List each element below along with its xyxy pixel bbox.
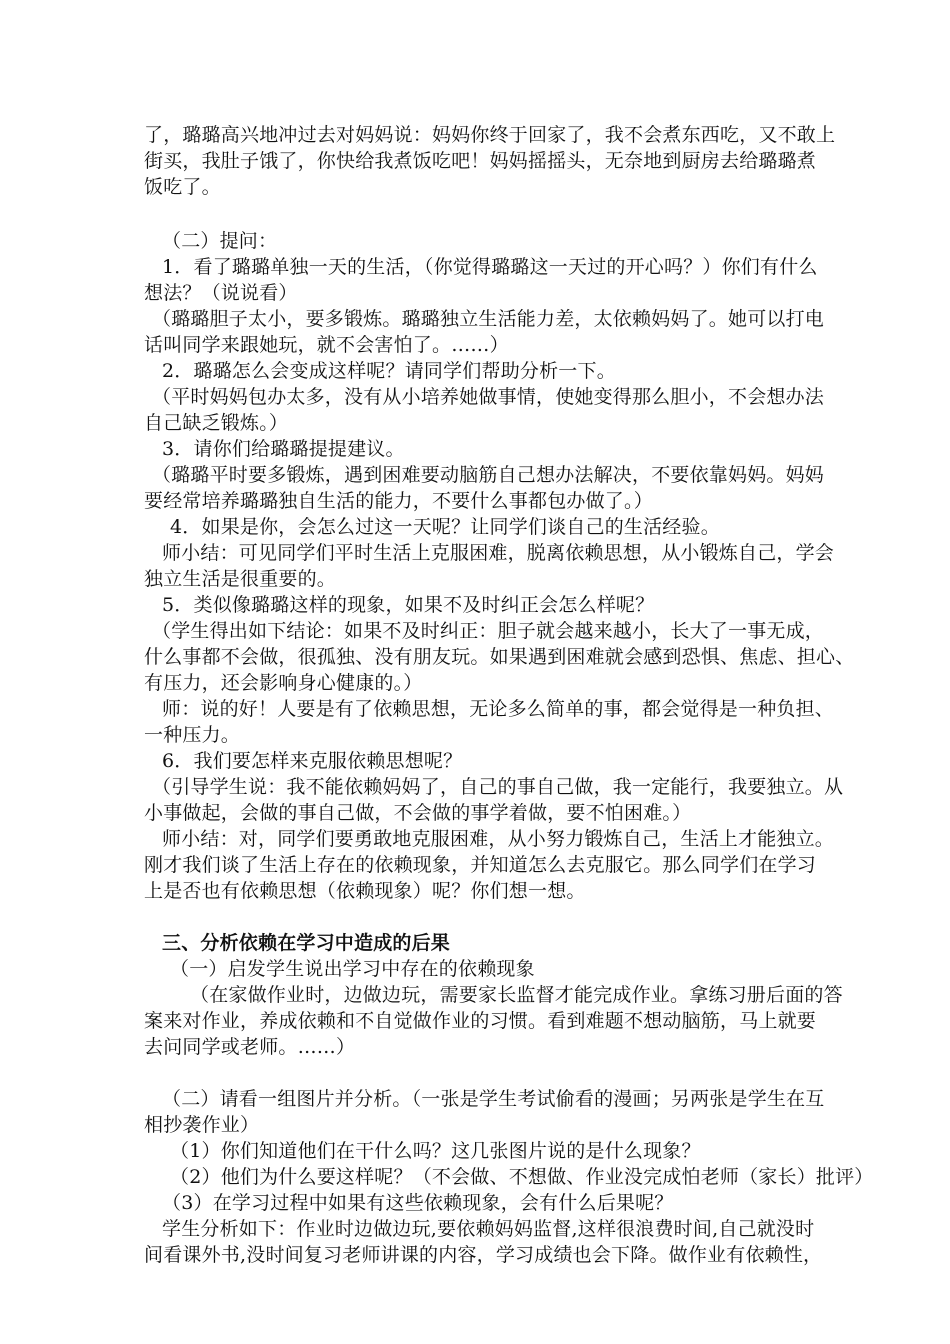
text-line: 要经常培养璐璐独自生活的能力，不要什么事都包办做了。） [144,490,653,512]
text-line: 小事做起，会做的事自己做，不会做的事学着做，要不怕困难。） [144,802,692,824]
text-line: 上是否也有依赖思想（依赖现象）呢？你们想一想。 [144,880,586,902]
student-analysis: 学生分析如下：作业时边做边玩,要依赖妈妈监督,这样很浪费时间,自己就没时 [162,1218,815,1240]
answer-line: （璐璐平时要多锻炼，遇到困难要动脑筋自己想办法解决，不要依靠妈妈。妈妈 [152,464,825,486]
question-line: （3）在学习过程中如果有这些依赖现象，会有什么后果呢？ [162,1192,674,1214]
text-line: 有压力，还会影响身心健康的。） [144,672,423,694]
question-line: 1．看了璐璐单独一天的生活，（你觉得璐璐这一天过的开心吗？）你们有什么 [162,256,818,278]
text-line: 间看课外书,没时间复习老师讲课的内容，学习成绩也会下降。做作业有依赖性， [144,1244,823,1266]
text-line: 相抄袭作业） [144,1114,260,1136]
answer-line: （璐璐胆子太小，要多锻炼。璐璐独立生活能力差，太依赖妈妈了。她可以打电 [152,308,825,330]
text-line: 饭吃了。 [144,176,221,198]
text-line: 想法？（说说看） [144,282,298,304]
text-line: 话叫同学来跟她玩，就不会害怕了。……） [144,334,509,356]
question-line: 5．类似像璐璐这样的现象，如果不及时纠正会怎么样呢？ [162,594,655,616]
question-line: （2）他们为什么要这样呢？（不会做、不想做、作业没完成怕老师（家长）批评） [170,1166,874,1188]
section-heading: 三、分析依赖在学习中造成的后果 [162,932,451,954]
text-line: 独立生活是很重要的。 [144,568,337,590]
question-line: 3．请你们给璐璐提提建议。 [162,438,405,460]
question-line: 2．璐璐怎么会变成这样呢？请同学们帮助分析一下。 [162,360,616,382]
answer-line: （在家做作业时，边做边玩，需要家长监督才能完成作业。拿练习册后面的答 [190,984,843,1006]
section-subheading: （二）请看一组图片并分析。（一张是学生考试偷看的漫画；另两张是学生在互 [162,1088,825,1110]
section-subheading: （二）提问： [162,230,278,252]
answer-line: （引导学生说：我不能依赖妈妈了，自己的事自己做，我一定能行，我要独立。从 [152,776,844,798]
teacher-summary: 师小结：可见同学们平时生活上克服困难，脱离依赖思想，从小锻炼自己，学会 [162,542,835,564]
text-line: 一种压力。 [144,724,241,746]
text-line: 什么事都不会做，很孤独、没有朋友玩。如果遇到困难就会感到恐惧、焦虑、担心、 [144,646,855,668]
text-line: 街买，我肚子饿了，你快给我煮饭吃吧！妈妈摇摇头，无奈地到厨房去给璐璐煮 [144,150,817,172]
question-line: 4．如果是你，会怎么过这一天呢？让同学们谈自己的生活经验。 [170,516,720,538]
answer-line: （平时妈妈包办太多，没有从小培养她做事情，使她变得那么胆小，不会想办法 [152,386,825,408]
answer-line: （学生得出如下结论：如果不及时纠正：胆子就会越来越小，长大了一事无成， [152,620,825,642]
text-line: 了，璐璐高兴地冲过去对妈妈说：妈妈你终于回家了，我不会煮东西吃，又不敢上 [144,124,836,146]
text-line: 自己缺乏锻炼。） [144,412,289,434]
teacher-comment: 师：说的好！人要是有了依赖思想，无论多么简单的事，都会觉得是一种负担、 [162,698,835,720]
text-line: 去问同学或老师。……） [144,1036,356,1058]
question-line: （1）你们知道他们在干什么吗？这几张图片说的是什么现象？ [170,1140,701,1162]
text-line: 刚才我们谈了生活上存在的依赖现象，并知道怎么去克服它。那么同学们在学习 [144,854,817,876]
text-line: 案来对作业，养成依赖和不自觉做作业的习惯。看到难题不想动脑筋，马上就要 [144,1010,817,1032]
question-line: 6．我们要怎样来克服依赖思想呢？ [162,750,463,772]
section-subheading: （一）启发学生说出学习中存在的依赖现象 [170,958,535,980]
teacher-summary: 师小结：对，同学们要勇敢地克服困难，从小努力锻炼自己，生活上才能独立。 [162,828,835,850]
